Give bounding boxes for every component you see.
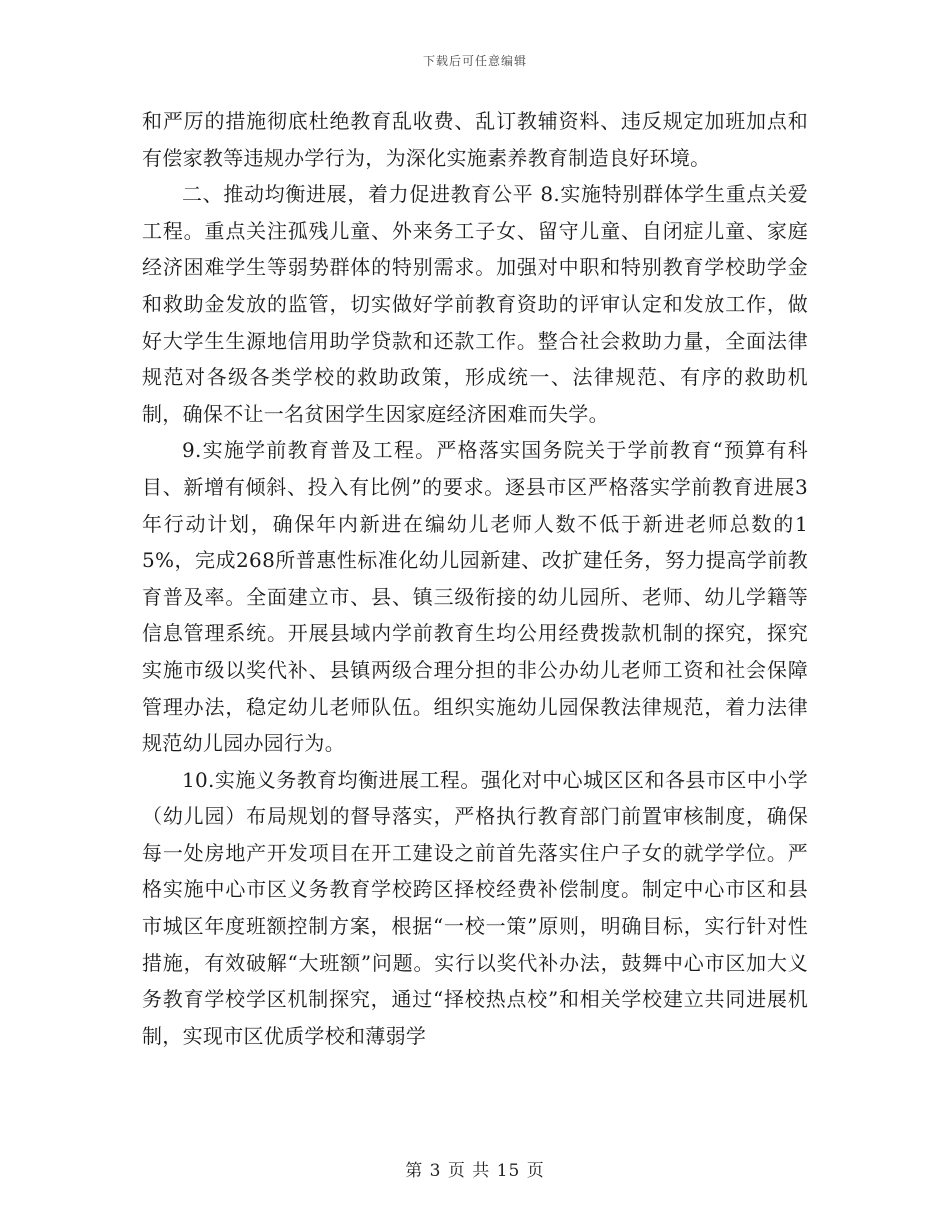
paragraph-item-10: 10.实施义务教育均衡进展工程。强化对中心城区区和各县市区中小学（幼儿园）布局规划的督导落实，严格执行教育部门前置审核制度，确保每一处房地产开发项目在开工建设之前首先落实住户子女的就学学位。严格实施中心市区义务教育学校跨区择校经费补偿制度。制定中心市区和县市城区年度班额控制方案，根据“一校一策”原则，明确目标，实行针对性措施，有效破解“大班额”问题。实行以奖代补办法，鼓舞中心市区加大义务教育学校学区机制探究，通过“择校热点校”和相关学校建立共同进展机制，实现市区优质学校和薄弱学 [142, 767, 808, 1048]
paragraph-item-9: 9.实施学前教育普及工程。严格落实国务院关于学前教育“预算有科目、新增有倾斜、投入有比例”的要求。逐县市区严格落实学前教育进展3年行动计划，确保年内新进在编幼儿老师人数不低于新进老师总数的15%，完成268所普惠性标准化幼儿园新建、改扩建任务，努力提高学前教育普及率。全面建立市、县、镇三级衔接的幼儿园所、老师、幼儿学籍等信息管理系统。开展县域内学前教育生均公用经费拨款机制的探究，探究实施市级以奖代补、县镇两级合理分担的非公办幼儿老师工资和社会保障管理办法，稳定幼儿老师队伍。组织实施幼儿园保教法律规范，着力法律规范幼儿园办园行为。 [142, 438, 808, 756]
paragraph-section-two: 二、推动均衡进展，着力促进教育公平 8.实施特别群体学生重点关爱工程。重点关注孤残儿童、外来务工子女、留守儿童、自闭症儿童、家庭经济困难学生等弱势群体的特别需求。加强对中职和特别教育学校助学金和救助金发放的监管，切实做好学前教育资助的评审认定和发放工作，做好大学生生源地信用助学贷款和还款工作。整合社会救助力量，全面法律规范对各级各类学校的救助政策，形成统一、法律规范、有序的救助机制，确保不让一名贫困学生因家庭经济困难而失学。 [142, 182, 808, 426]
paragraph-continuation: 和严厉的措施彻底杜绝教育乱收费、乱订教辅资料、违反规定加班加点和有偿家教等违规办学行为，为深化实施素养教育制造良好环境。 [142, 109, 808, 170]
page-number: 第 3 页 共 15 页 [405, 1161, 545, 1181]
document-body [142, 103, 808, 1054]
page-header-note: 下载后可任意编辑 [422, 54, 527, 68]
